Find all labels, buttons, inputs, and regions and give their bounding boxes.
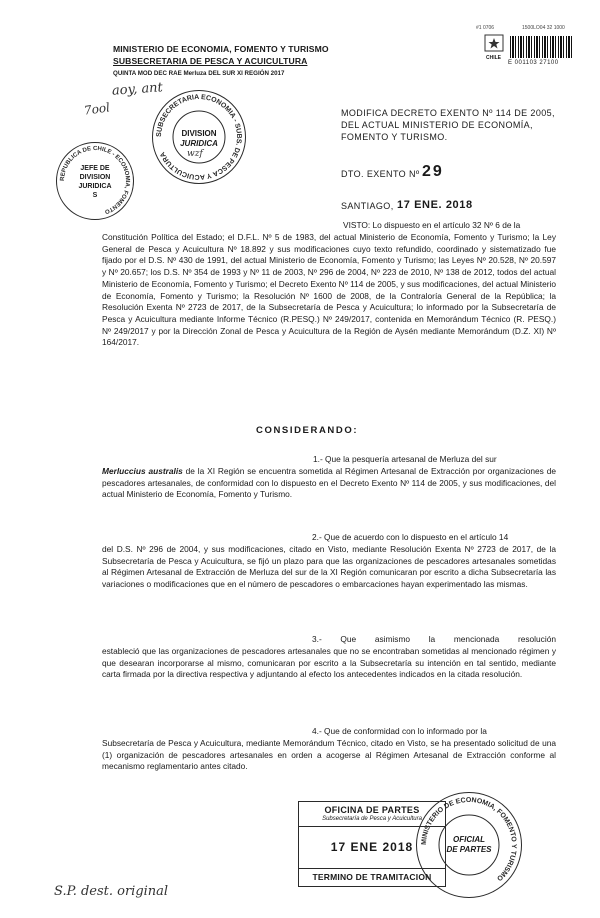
item-4-lead: 4.- Que de conformidad con lo informado por la bbox=[312, 726, 487, 736]
jefe-stamp-line-4: S bbox=[92, 192, 98, 199]
item-1-lead: 1.- Que la pesquería artesanal de Merluza del sur bbox=[313, 454, 497, 464]
document-reference: QUINTA MOD DEC RAE Merluza DEL SUR XI REGIÓN 2017 bbox=[113, 70, 285, 77]
document-title-line-1: MODIFICA DECRETO EXENTO Nº 114 DE 2005, bbox=[341, 108, 555, 118]
oficial-partes-stamp bbox=[416, 792, 522, 898]
dto-label: DTO. EXENTO Nº bbox=[341, 169, 420, 179]
division-stamp-ring-text: SUBSECRETARIA ECONOMIA - SUBS. DE PESCA Y ACUICULTURA bbox=[155, 93, 243, 181]
handwritten-note-bottom: S.P. dest. original bbox=[54, 884, 169, 899]
visto-paragraph: Constitución Política del Estado; el D.F.L. Nº 5 de 1983, del actual Ministerio de Economía, Fomento y Turismo; la Ley General de Pesca y Acuicultura Nº 18.892 y sus modificaciones cuyo texto refundido, coordinado y sistematizado fue fijado por el D.S. Nº 430 de 1991, del actual Ministerio de Economía, Fomento y Turismo; las Leyes Nº 20.528, Nº 20.597 y Nº 20.657; los D.S. Nº 354 de 1993 y Nº 11 de 2003, Nº 296 de 2004, Nº 223 de 2010, Nº 138 de 2012, todos del actual Ministerio de Economía, Fomento y Turismo; el Decreto Exento Nº 114 de 2005, y sus modificaciones, del actual Ministerio de Economía, Fomento y Turismo; la Resolución Nº 1600 de 2008, de la Contraloría General de la República; la Resolución Exenta Nº 2723 de 2017, de la Subsecretaría de Pesca y Acuicultura; lo informado por la Subsecretaría de Pesca y Acuicultura mediante Informe Técnico (R.PESQ.) Nº 249/2017, contenida en Memorándum Técnico (R. PESQ.) Nº 249/2017 y por la Dirección Zonal de Pesca y Acuicultura de la Región de Aysén mediante Memorándum (D.Z. XI) Nº 164/2017. bbox=[102, 232, 556, 348]
division-stamp-signature: wzf bbox=[187, 149, 203, 159]
barcode bbox=[510, 36, 572, 58]
handwritten-note-top: aoy, ant bbox=[111, 80, 164, 99]
item-2-lead: 2.- Que de acuerdo con lo dispuesto en el artículo 14 bbox=[312, 532, 509, 542]
top-right-code-right: 1500LO04 32 1000 bbox=[522, 25, 565, 31]
date-city: SANTIAGO, bbox=[341, 201, 394, 211]
item-4-body: Subsecretaría de Pesca y Acuicultura, mediante Memorándum Técnico, citado en Visto, se ha presentado solicitud de una (1) organización de pescadores artesanales en orden a acogerse al Régimen Artesanal de Extracción conforme al mecanismo reglamentario antes citado. bbox=[102, 738, 556, 772]
handwritten-note-top-2: 7ool bbox=[83, 100, 111, 118]
item-1-rest: de la XI Región se encuentra sometida al Régimen Artesanal de Extracción por organizaciones de pescadores artesanales, de conformidad con lo dispuesto en el Decreto Exento Nº 114 de 2005, y sus modificaciones, del actual Ministerio de Economía, Fomento y Turismo. bbox=[102, 466, 556, 500]
considerando-heading: CONSIDERANDO: bbox=[256, 425, 359, 436]
partes-stamp-subtitle: Subsecretaría de Pesca y Acuicultura bbox=[322, 816, 422, 822]
visto-first-line: VISTO: Lo dispuesto en el artículo 32 Nº 6 de la bbox=[343, 220, 521, 230]
top-right-code-left: #1 0706 bbox=[476, 25, 495, 31]
document-title-line-3: FOMENTO Y TURISMO. bbox=[341, 132, 448, 142]
subsecretaria-name: SUBSECRETARIA DE PESCA Y ACUICULTURA bbox=[113, 56, 308, 66]
oficial-stamp-center-2: DE PARTES bbox=[446, 845, 492, 854]
division-stamp-center-2: JURIDICA bbox=[180, 139, 218, 148]
division-stamp-center-1: DIVISION bbox=[181, 129, 217, 138]
ministry-name: MINISTERIO DE ECONOMIA, FOMENTO Y TURISMO bbox=[113, 44, 329, 54]
item-1-body bbox=[102, 466, 556, 501]
partes-stamp-date: 17 ENE 2018 bbox=[330, 840, 414, 854]
item-1-species: Merluccius australis bbox=[102, 466, 183, 476]
document-title-line-2: DEL ACTUAL MINISTERIO DE ECONOMÍA, bbox=[341, 120, 533, 130]
oficial-stamp-center-1: OFICIAL bbox=[453, 835, 485, 844]
jefe-stamp-line-2: DIVISION bbox=[79, 174, 111, 181]
partes-stamp-footer: TERMINO DE TRAMITACION bbox=[312, 872, 432, 882]
barcode-number: E 001103 27100 bbox=[508, 60, 559, 66]
jefe-stamp-line-3: JURIDICA bbox=[78, 183, 112, 190]
dto-number: 29 bbox=[422, 163, 444, 180]
jefe-division-stamp bbox=[56, 142, 134, 220]
division-juridica-stamp bbox=[152, 90, 246, 184]
item-2-body: del D.S. Nº 296 de 2004, y sus modificaciones, citado en Visto, mediante Resolución Exenta Nº 2723 de 2017, de la Subsecretaría de Pesca y Acuicultura, se fijó un plazo para que las organizaciones de pescadores artesanales sometidas al Régimen Artesanal de Extracción de Merluza del sur de la XI Región comunicaran por escrito a dicha Subsecretaría las variaciones o modificaciones que en el número de pescadores o embarcaciones hayan experimentado las mismas. bbox=[102, 544, 556, 590]
partes-stamp-title: OFICINA DE PARTES bbox=[324, 805, 420, 815]
date-value: 17 ENE. 2018 bbox=[397, 199, 473, 211]
chile-logo-text: CHILE bbox=[486, 55, 501, 61]
jefe-stamp-ring-text: REPUBLICA DE CHILE - ECONOMIA, FOMENTO bbox=[59, 145, 131, 215]
item-3-body: estableció que las organizaciones de pescadores artesanales que no se encontraban sometidas al mencionado régimen y que desearan incorporarse al mismo, comunicaran por escrito a la Subsecretaría su intención en tal sentido, mediante carta firmada por la directiva respectiva y adjuntando al efecto los antecedentes indicados en la citada resolución. bbox=[102, 646, 556, 680]
item-3-lead: 3.- Que asimismo la mencionada resolución bbox=[312, 634, 556, 644]
jefe-stamp-line-1: JEFE DE bbox=[80, 165, 110, 172]
oficial-stamp-ring-text: MINISTERIO DE ECONOMIA, FOMENTO Y TURISMO bbox=[420, 796, 518, 882]
